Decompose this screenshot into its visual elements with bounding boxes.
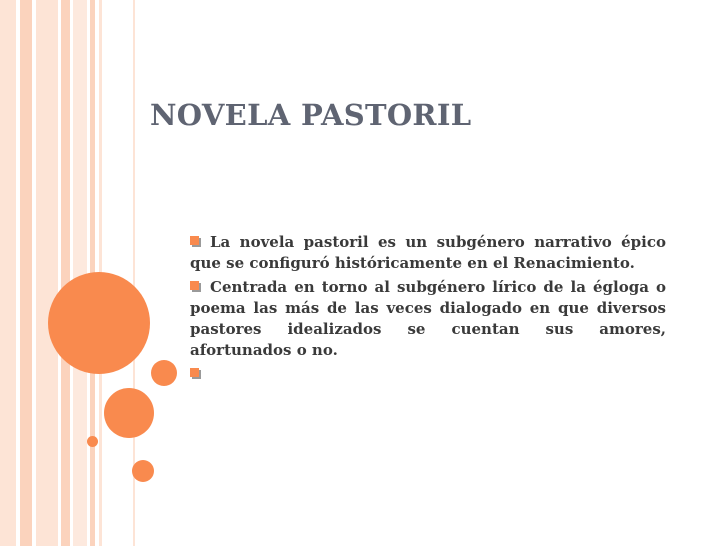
stripe [61,0,70,546]
decorative-stripes [0,0,140,546]
stripe [0,0,16,546]
square-bullet-icon [190,236,201,247]
decorative-circle-large [48,272,150,374]
stripe [36,0,58,546]
bullet-item [190,232,666,274]
square-bullet-icon [190,281,201,292]
square-bullet-icon [190,368,201,379]
slide-title: NOVELA PASTORIL [150,98,472,132]
decorative-circle-medium [104,388,154,438]
bullet-item [190,277,666,361]
decorative-circle-small [151,360,177,386]
decorative-circle-small [132,460,154,482]
bullet-text: La novela pastoril es un subgénero narrativo épico que se configuró históricamente en el Renacimiento. [190,233,666,272]
decorative-circle-tiny [87,436,98,447]
bullet-list [190,232,666,388]
bullet-item-empty [190,364,666,385]
stripe [20,0,32,546]
bullet-text: Centrada en torno al subgénero lírico de la égloga o poema las más de las veces dialogado en que diversos pastores idealizados se cuentan sus amores, afortunados o no. [190,278,666,359]
